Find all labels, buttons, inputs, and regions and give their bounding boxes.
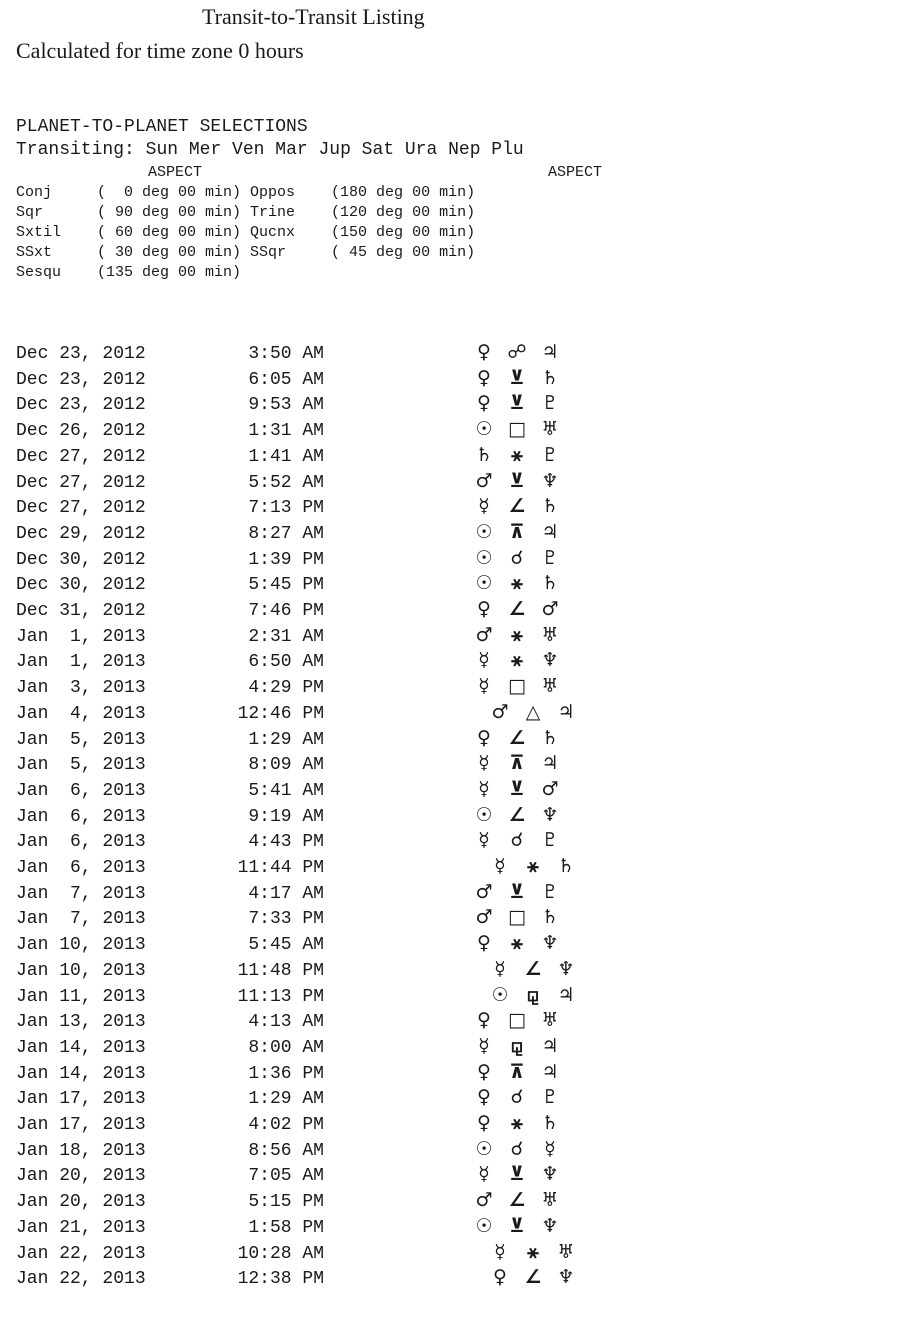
aspect-glyph: ⚼ [510, 1034, 524, 1057]
aspect-glyph: ⚹ [527, 855, 539, 877]
transiting-planet-glyph: ♀ [477, 366, 491, 389]
aspect-row: Sxtil ( 60 deg 00 min) Qucnx (150 deg 00 min) [16, 224, 476, 241]
event-date: Dec 23, 2012 [16, 344, 146, 364]
event-time: 5:41 AM [248, 780, 324, 801]
aspected-planet-glyph: ♆ [557, 1266, 575, 1289]
event-time: 11:44 PM [237, 858, 324, 878]
aspected-planet-glyph: ♂ [541, 777, 559, 800]
event-time: 11:48 PM [237, 960, 324, 981]
event-date: Jan 3, 2013 [16, 678, 146, 699]
event-date: Jan 10, 2013 [16, 960, 146, 981]
aspect-glyph: ∠ [508, 726, 526, 749]
time-zone-note: Calculated for time zone 0 hours [16, 38, 304, 63]
aspected-planet-glyph: ♃ [541, 520, 559, 543]
aspect-row: SSxt ( 30 deg 00 min) SSqr ( 45 deg 00 min) [16, 244, 476, 261]
aspected-planet-glyph: ♆ [541, 469, 559, 492]
aspected-planet-glyph: ♅ [541, 418, 559, 441]
transiting-planet-glyph: ☿ [478, 777, 490, 800]
event-date: Jan 5, 2013 [16, 729, 146, 750]
event-date: Jan 22, 2013 [16, 1269, 146, 1290]
transiting-planet-glyph: ♀ [477, 1009, 491, 1032]
aspect-glyph: ⚹ [511, 1112, 523, 1134]
event-time: 9:19 AM [248, 806, 324, 827]
transiting-planet-glyph: ☉ [475, 1137, 493, 1160]
aspect-glyph: ⚹ [511, 649, 523, 672]
event-time: 6:50 AM [248, 652, 324, 673]
aspected-planet-glyph: ♅ [557, 1240, 575, 1263]
event-time: 5:52 AM [248, 472, 324, 493]
transiting-planet-glyph: ☿ [478, 1163, 490, 1186]
aspected-planet-glyph: ☿ [544, 1137, 556, 1160]
transiting-planet-glyph: ♀ [477, 1112, 491, 1134]
transiting-planet-glyph: ♂ [475, 469, 493, 492]
event-time: 1:31 AM [248, 421, 324, 442]
event-date: Jan 6, 2013 [16, 780, 146, 801]
transiting-planet-glyph: ♂ [475, 906, 493, 929]
aspected-planet-glyph: ♄ [541, 366, 559, 389]
transiting-planet-glyph: ♂ [475, 880, 493, 903]
aspected-planet-glyph: ♆ [557, 957, 575, 980]
aspected-planet-glyph: ♆ [541, 932, 559, 955]
transiting-planet-glyph: ♀ [493, 1266, 507, 1289]
event-date: Dec 29, 2012 [16, 523, 146, 544]
event-time: 11:13 PM [237, 986, 324, 1007]
aspected-planet-glyph: ♂ [541, 598, 559, 620]
aspect-glyph: ⚹ [511, 623, 523, 646]
transiting-planet-glyph: ♀ [477, 1060, 491, 1083]
transiting-planet-glyph: ♂ [475, 1189, 493, 1212]
event-date: Jan 18, 2013 [16, 1140, 146, 1161]
aspected-planet-glyph: ♃ [541, 1034, 559, 1057]
event-date: Jan 6, 2013 [16, 858, 146, 878]
transiting-planet-glyph: ☉ [475, 520, 493, 543]
aspect-glyph: ⊻ [509, 366, 525, 389]
event-date: Jan 1, 2013 [16, 626, 146, 647]
aspect-glyph: □ [508, 418, 526, 441]
aspect-glyph: ⚹ [527, 1240, 539, 1263]
transiting-planet-glyph: ☿ [478, 1034, 490, 1057]
event-date: Jan 7, 2013 [16, 909, 146, 930]
event-date: Jan 6, 2013 [16, 806, 146, 827]
transit-event-row [16, 1266, 616, 1295]
event-time: 4:02 PM [248, 1115, 324, 1135]
event-date: Jan 13, 2013 [16, 1012, 146, 1033]
aspect-glyph: ⊻ [509, 1163, 525, 1186]
event-time: 1:58 PM [248, 1217, 324, 1238]
aspected-planet-glyph: ♃ [557, 700, 575, 723]
transiting-planet-glyph: ☉ [475, 546, 493, 569]
aspected-planet-glyph: ♄ [541, 1112, 559, 1134]
event-date: Jan 1, 2013 [16, 652, 146, 673]
event-time: 4:43 PM [248, 832, 324, 853]
aspected-planet-glyph: ♇ [541, 880, 559, 903]
aspected-planet-glyph: ♅ [541, 1189, 559, 1212]
transiting-planet-glyph: ☿ [478, 675, 490, 698]
event-time: 12:46 PM [237, 703, 324, 724]
aspect-glyph: ⚹ [511, 932, 523, 955]
aspect-glyph: ∠ [524, 1266, 542, 1289]
aspected-planet-glyph: ♅ [541, 1009, 559, 1032]
event-date: Dec 23, 2012 [16, 395, 146, 416]
aspected-planet-glyph: ♄ [541, 726, 559, 749]
aspected-planet-glyph: ♃ [541, 1060, 559, 1083]
event-time: 4:29 PM [248, 678, 324, 699]
aspect-column-header-right: ASPECT [548, 164, 603, 181]
aspected-planet-glyph: ♃ [541, 752, 559, 775]
event-date: Jan 20, 2013 [16, 1192, 146, 1213]
event-date: Dec 27, 2012 [16, 498, 146, 519]
event-time: 5:15 PM [248, 1192, 324, 1213]
event-date: Jan 22, 2013 [16, 1243, 146, 1264]
event-time: 1:29 AM [248, 1089, 324, 1110]
transiting-planet-glyph: ☿ [478, 829, 490, 852]
event-date: Jan 6, 2013 [16, 832, 146, 853]
aspect-glyph: ⊻ [509, 469, 525, 492]
event-time: 1:29 AM [248, 729, 324, 750]
transiting-planet-glyph: ☉ [475, 803, 493, 826]
aspect-column-header-left: ASPECT [148, 164, 203, 181]
aspect-glyph: ⊻ [509, 880, 525, 903]
aspect-glyph: ⊻ [509, 1214, 525, 1237]
aspected-planet-glyph: ♇ [541, 546, 559, 569]
transiting-planet-list: Sun Mer Ven Mar Jup Sat Ura Nep Plu [145, 140, 524, 160]
aspect-glyph: □ [508, 906, 526, 929]
transiting-planet-glyph: ☿ [494, 855, 506, 877]
event-date: Dec 31, 2012 [16, 601, 146, 621]
aspect-glyph: □ [508, 1009, 526, 1032]
event-time: 6:05 AM [248, 369, 324, 390]
aspect-glyph: ☌ [510, 1086, 524, 1109]
event-time: 8:09 AM [248, 755, 324, 776]
aspected-planet-glyph: ♆ [541, 649, 559, 672]
aspect-glyph: ⊻ [509, 777, 525, 800]
event-time: 2:31 AM [248, 626, 324, 647]
aspected-planet-glyph: ♃ [557, 983, 575, 1006]
aspect-glyph: ∠ [508, 1189, 526, 1212]
aspect-row: Conj ( 0 deg 00 min) Oppos (180 deg 00 min) [16, 184, 476, 201]
aspect-glyph: ☌ [510, 1137, 524, 1160]
transiting-planet-glyph: ♀ [477, 726, 491, 749]
transiting-planet-glyph: ☿ [478, 649, 490, 672]
aspect-glyph: ∠ [524, 957, 542, 980]
event-time: 8:00 AM [248, 1037, 324, 1058]
event-time: 7:46 PM [248, 601, 324, 621]
event-time: 1:36 PM [248, 1063, 324, 1084]
event-time: 5:45 PM [248, 575, 324, 596]
transiting-planet-glyph: ♀ [477, 932, 491, 955]
selections-heading: PLANET-TO-PLANET SELECTIONS [16, 117, 308, 137]
transiting-planet-glyph: ☉ [491, 983, 509, 1006]
aspect-glyph: ⚹ [511, 572, 523, 595]
aspected-planet-glyph: ♄ [541, 906, 559, 929]
aspect-glyph: ⊼ [509, 520, 525, 543]
aspect-glyph: ⚹ [511, 443, 523, 466]
event-time: 3:50 AM [248, 344, 324, 364]
aspected-planet-glyph: ♅ [541, 623, 559, 646]
aspected-planet-glyph: ♆ [541, 1163, 559, 1186]
event-time: 5:45 AM [248, 935, 324, 956]
event-date: Dec 27, 2012 [16, 446, 146, 467]
aspected-planet-glyph: ♇ [541, 443, 559, 466]
aspect-glyph: ☌ [510, 829, 524, 852]
event-date: Jan 11, 2013 [16, 986, 146, 1007]
event-date: Jan 14, 2013 [16, 1063, 146, 1084]
event-time: 8:56 AM [248, 1140, 324, 1161]
event-date: Dec 27, 2012 [16, 472, 146, 493]
event-time: 9:53 AM [248, 395, 324, 416]
event-date: Jan 7, 2013 [16, 883, 146, 904]
event-date: Dec 30, 2012 [16, 549, 146, 570]
transiting-planet-glyph: ☿ [494, 957, 506, 980]
aspected-planet-glyph: ♆ [541, 1214, 559, 1237]
event-time: 8:27 AM [248, 523, 324, 544]
event-date: Jan 14, 2013 [16, 1037, 146, 1058]
aspected-planet-glyph: ♄ [541, 572, 559, 595]
event-date: Jan 17, 2013 [16, 1089, 146, 1110]
aspect-glyph: ☍ [507, 341, 527, 363]
transiting-planets [16, 140, 524, 160]
aspect-glyph: ∠ [508, 598, 526, 620]
transiting-planet-glyph: ♀ [477, 341, 491, 363]
transiting-planet-glyph: ☉ [475, 418, 493, 441]
aspect-glyph: ⊼ [509, 752, 525, 775]
event-time: 4:13 AM [248, 1012, 324, 1033]
transiting-planet-glyph: ☿ [478, 752, 490, 775]
aspect-glyph: ☌ [510, 546, 524, 569]
event-time: 12:38 PM [237, 1269, 324, 1290]
aspect-row: Sesqu (135 deg 00 min) [16, 264, 242, 281]
transiting-planet-glyph: ♄ [475, 443, 493, 466]
transiting-planet-glyph: ♀ [477, 598, 491, 620]
aspected-planet-glyph: ♇ [541, 392, 559, 415]
event-time: 1:41 AM [248, 446, 324, 467]
event-date: Jan 21, 2013 [16, 1217, 146, 1238]
event-time: 7:05 AM [248, 1166, 324, 1187]
aspect-glyph: △ [525, 700, 541, 723]
event-date: Dec 23, 2012 [16, 369, 146, 390]
aspect-glyph: ∠ [508, 495, 526, 518]
transiting-planet-glyph: ♀ [477, 1086, 491, 1109]
event-time: 7:33 PM [248, 909, 324, 930]
transiting-planet-glyph: ☿ [494, 1240, 506, 1263]
transiting-planet-glyph: ☿ [478, 495, 490, 518]
event-date: Jan 20, 2013 [16, 1166, 146, 1187]
transiting-planet-glyph: ☉ [475, 572, 493, 595]
event-time: 4:17 AM [248, 883, 324, 904]
aspected-planet-glyph: ♄ [541, 495, 559, 518]
aspected-planet-glyph: ♃ [541, 341, 559, 363]
transiting-planet-glyph: ♂ [491, 700, 509, 723]
transiting-planet-glyph: ☉ [475, 1214, 493, 1237]
aspected-planet-glyph: ♅ [541, 675, 559, 698]
aspect-glyph: ⚼ [526, 983, 540, 1006]
event-date: Dec 26, 2012 [16, 421, 146, 442]
page-title: Transit-to-Transit Listing [202, 4, 425, 29]
aspect-glyph: ⊼ [509, 1060, 525, 1083]
event-date: Jan 5, 2013 [16, 755, 146, 776]
event-time: 7:13 PM [248, 498, 324, 519]
transiting-label: Transiting: [16, 140, 135, 160]
event-date: Dec 30, 2012 [16, 575, 146, 596]
event-date: Jan 4, 2013 [16, 703, 146, 724]
event-date: Jan 17, 2013 [16, 1115, 146, 1135]
event-date: Jan 10, 2013 [16, 935, 146, 956]
event-time: 10:28 AM [237, 1243, 324, 1264]
aspect-glyph: □ [508, 675, 526, 698]
transiting-planet-glyph: ♂ [475, 623, 493, 646]
aspect-glyph: ∠ [508, 803, 526, 826]
aspected-planet-glyph: ♆ [541, 803, 559, 826]
aspect-row: Sqr ( 90 deg 00 min) Trine (120 deg 00 min) [16, 204, 476, 221]
aspected-planet-glyph: ♇ [541, 1086, 559, 1109]
aspect-glyph: ⊻ [509, 392, 525, 415]
transiting-planet-glyph: ♀ [477, 392, 491, 415]
event-time: 1:39 PM [248, 549, 324, 570]
aspected-planet-glyph: ♄ [557, 855, 575, 877]
aspected-planet-glyph: ♇ [541, 829, 559, 852]
